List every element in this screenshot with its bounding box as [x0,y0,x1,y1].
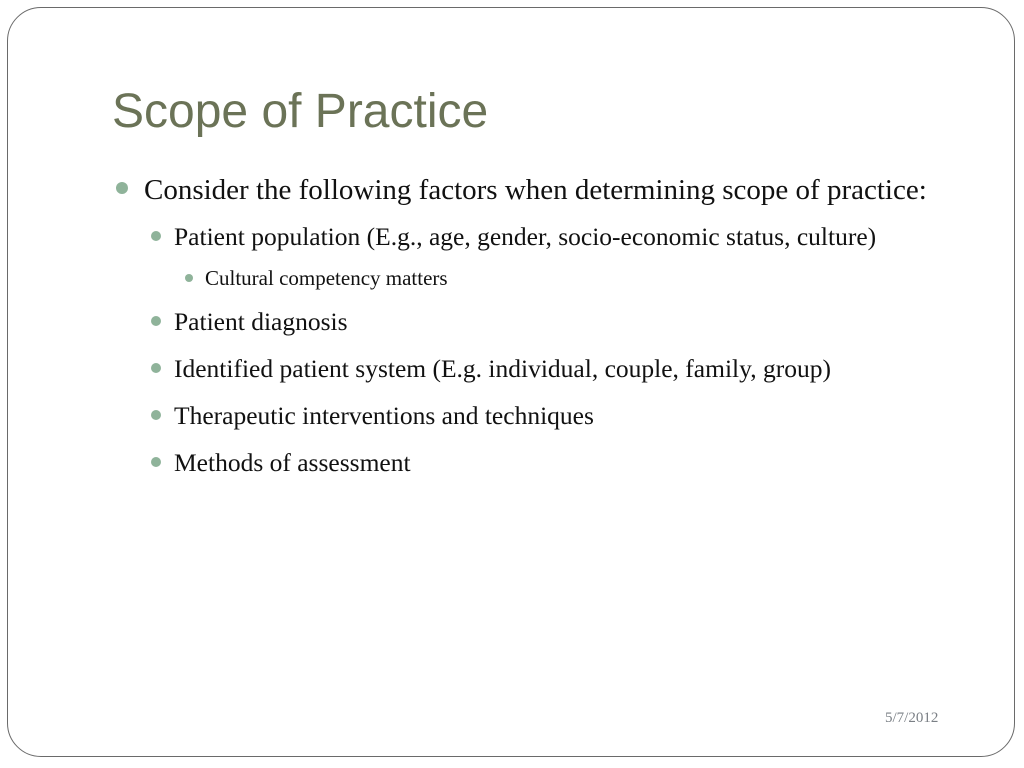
slide-date: 5/7/2012 [885,710,939,726]
bullet-dot-icon [151,410,161,420]
slide-title: Scope of Practice [112,85,489,138]
bullet-dot-icon [151,231,161,241]
bullet-item-main [112,168,972,212]
bullet-text: Therapeutic interventions and techniques [174,401,594,430]
bullet-text: Identified patient system (E.g. individual, couple, family, group) [174,354,831,383]
bullet-text: Patient diagnosis [174,307,348,336]
bullet-item-patient-population [144,216,972,257]
bullet-dot-icon [185,274,193,282]
bullet-list [112,168,972,489]
bullet-text: Patient population (E.g., age, gender, socio-economic status, culture) [174,222,877,251]
bullet-item-patient-diagnosis [144,301,972,342]
bullet-item-interventions [144,395,972,436]
bullet-item-assessment [144,442,972,483]
bullet-text: Methods of assessment [174,448,411,477]
bullet-text: Cultural competency matters [205,266,448,290]
bullet-dot-icon [151,316,161,326]
bullet-item-patient-system [144,348,972,389]
bullet-dot-icon [151,457,161,467]
bullet-item-cultural-competency [174,263,972,293]
bullet-dot-icon [151,363,161,373]
bullet-dot-icon [116,182,128,194]
bullet-text: Consider the following factors when determining scope of practice: [144,174,927,206]
